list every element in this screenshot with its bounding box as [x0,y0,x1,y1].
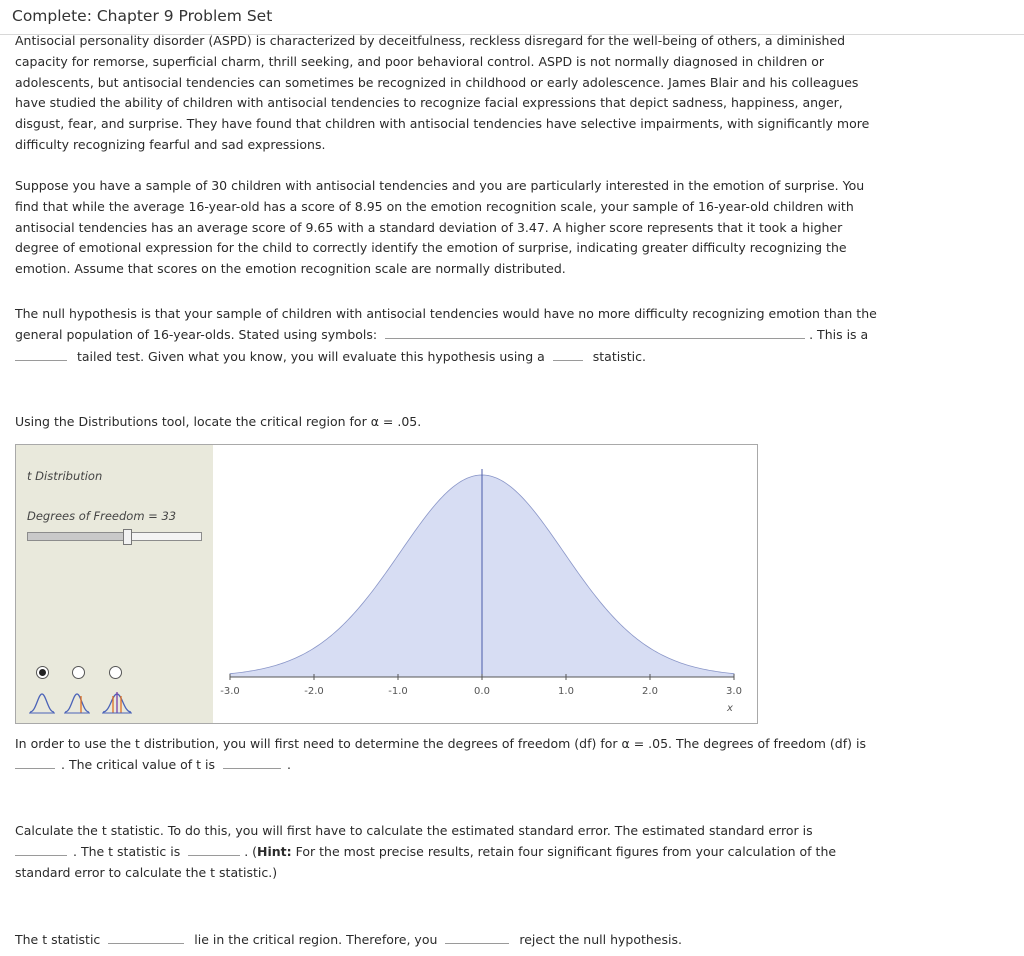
intro-paragraph-1: Antisocial personality disorder (ASPD) is characterized by deceitfulness, reckless disregard for the well-being of others, a diminished capacity for remorse, superficial charm, thrill seeking, and poor behavioral control. ASPD is not normally diagnosed in children or adolescents, but antisocial tendencies can sometimes be recognized in childhood or early adolescence. James Blair and his colleagues have studied the ability of children with antisocial tendencies to recognize facial expressions that depict sadness, happiness, anger, disgust, fear, and surprise. They have found that children with antisocial tendencies have selective impairments, with significantly more difficulty recognizing fearful and sad expressions. [15,33,870,152]
reject-decision-dropdown[interactable] [445,929,509,944]
page-header [0,0,1024,35]
df-paragraph [15,734,885,776]
null-hyp-text-4: statistic. [592,348,646,364]
x-axis-label: x [727,703,733,714]
df-input[interactable] [15,756,55,769]
tstat-text-2: . The t statistic is [73,843,181,859]
radio-one-tail-left[interactable] [36,666,49,679]
distributions-tool [15,444,758,724]
x-tick-label: 1.0 [558,686,574,697]
df-equals: = [144,509,162,523]
x-tick-label: 0.0 [474,686,490,697]
null-hyp-text-2: . This is a [809,326,869,342]
intro-paragraph-2: Suppose you have a sample of 30 children with antisocial tendencies and you are particularly interested in the emotion of surprise. You find that while the average 16-year-old has a score of 8.95 on the emotion recognition scale, your sample of 16-year-old children with antisocial tendencies has an average score of 9.65 with a standard deviation of 3.47. A higher score represents that it took a higher degree of emotional expression for the child to correctly identify the emotion of surprise, indicating greater difficulty recognizing the emotion. Assume that scores on the emotion recognition scale are normally distributed. [15,178,865,277]
df-text-2: . The critical value of t is [61,756,216,772]
t-distribution-chart [213,445,757,723]
tail-type-dropdown[interactable] [15,346,67,361]
df-text-3: . [287,756,291,772]
null-hypothesis-symbol-input[interactable] [385,326,805,339]
x-tick-label: -2.0 [304,686,324,697]
standard-error-input[interactable] [15,843,67,856]
conclusion-text-1: The t statistic [15,932,101,947]
right-tail-curve-icon [64,691,90,715]
df-label-text: Degrees of Freedom [27,509,145,523]
df-slider-fill [28,533,127,540]
t-statistic-paragraph [15,821,885,883]
critical-t-input[interactable] [223,756,281,769]
x-tick-label: -3.0 [220,686,240,697]
tool-control-panel [16,445,213,723]
tstat-text-3: . ( [244,843,258,859]
tool-instructions: Using the Distributions tool, locate the critical region for α = .05. [15,414,422,429]
statistic-type-dropdown[interactable] [553,346,583,361]
left-tail-curve-icon [29,691,55,715]
tstat-text-4: For the most precise results, retain four significant figures from your calculation of the standard error to calculate the t statistic.) [15,843,837,880]
hint-label: Hint: [257,843,292,859]
null-hypothesis-paragraph [15,304,885,367]
distribution-label: t Distribution [27,469,103,483]
null-hyp-text-1: The null hypothesis is that your sample of children with antisocial tendencies would have no more difficulty recognizing emotion than the general population of 16-year-olds. Stated using symbols: [15,306,877,342]
null-hyp-text-3: tailed test. Given what you know, you will evaluate this hypothesis using a [76,348,545,364]
degrees-of-freedom-label [27,509,176,523]
df-slider[interactable] [27,532,202,541]
lie-in-region-dropdown[interactable] [108,929,184,944]
radio-two-tail[interactable] [109,666,122,679]
two-tail-curve-icon [102,691,132,715]
df-slider-thumb[interactable] [123,529,132,545]
df-value: 33 [161,509,177,523]
page-title: Complete: Chapter 9 Problem Set [12,7,273,25]
conclusion-text-2: lie in the critical region. Therefore, you [194,932,438,947]
t-statistic-input[interactable] [188,843,240,856]
df-text-1: In order to use the t distribution, you will first need to determine the degrees of freedom (df) for α = .05. The degrees of freedom (df) is [15,736,866,751]
x-tick-label: 2.0 [642,686,658,697]
tstat-text-1: Calculate the t statistic. To do this, you will first have to calculate the estimated standard error. The estimated standard error is [15,823,813,838]
x-tick-label: 3.0 [726,686,742,697]
conclusion-paragraph [15,929,885,951]
conclusion-text-3: reject the null hypothesis. [519,932,682,947]
x-tick-label: -1.0 [388,686,408,697]
t-distribution-plot[interactable] [213,445,757,723]
radio-one-tail-right[interactable] [72,666,85,679]
